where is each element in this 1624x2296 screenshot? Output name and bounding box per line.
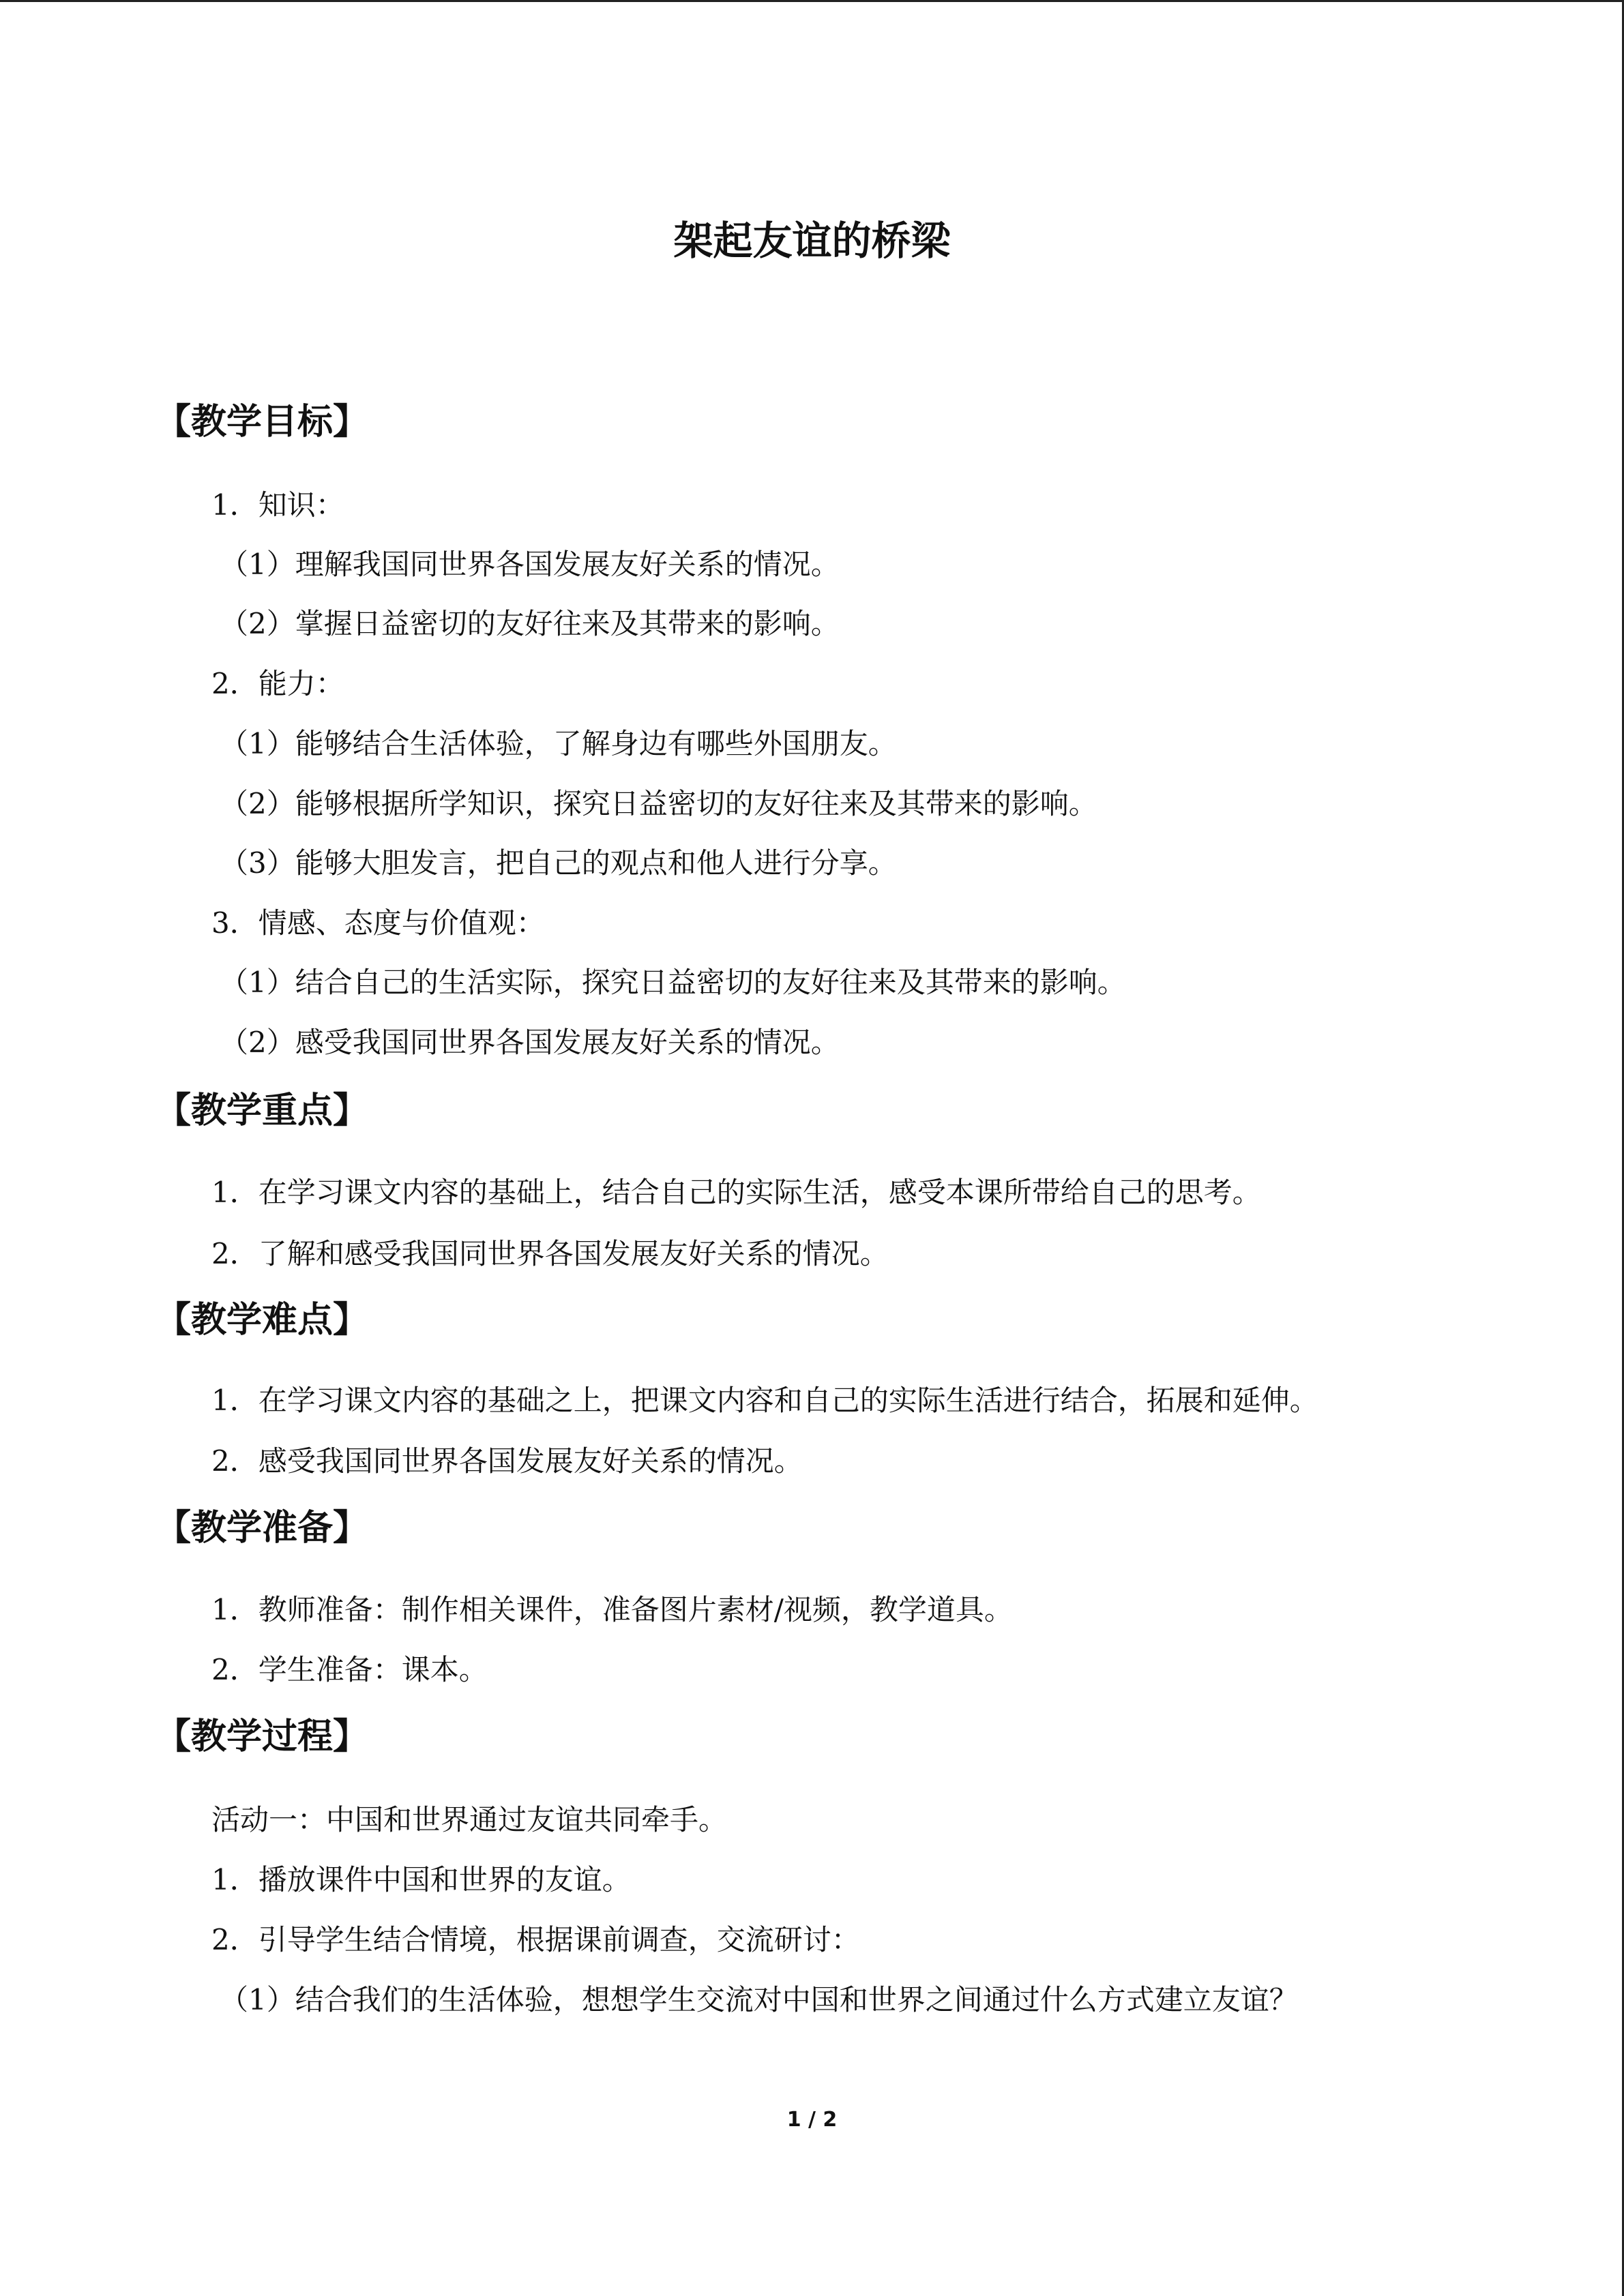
preparation-line: 2．学生准备：课本。 — [211, 1653, 488, 1686]
preparation-line: 1．教师准备：制作相关课件，准备图片素材/视频，教学道具。 — [211, 1593, 1013, 1626]
goals-line: 1．知识： — [211, 488, 344, 522]
process-line: 1．播放课件中国和世界的友谊。 — [211, 1863, 631, 1896]
process-line: 2．引导学生结合情境，根据课前调查，交流研讨： — [211, 1923, 860, 1956]
key-points-line: 1．在学习课文内容的基础上，结合自己的实际生活，感受本课所带给自己的思考。 — [211, 1176, 1261, 1209]
difficulties-line: 2．感受我国同世界各国发展友好关系的情况。 — [211, 1444, 803, 1478]
section-heading-key-points: 【教学重点】 — [156, 1090, 369, 1131]
process-line: （1）结合我们的生活体验，想想学生交流对中国和世界之间通过什么方式建立友谊？ — [220, 1983, 1298, 2016]
page-number: 1 / 2 — [786, 2108, 838, 2132]
section-heading-goals: 【教学目标】 — [156, 402, 369, 443]
goals-line: （2）能够根据所学知识，探究日益密切的友好往来及其带来的影响。 — [220, 787, 1097, 820]
goals-line: 3．情感、态度与价值观： — [211, 906, 545, 940]
goals-line: 2．能力： — [211, 667, 344, 700]
section-heading-difficulties: 【教学难点】 — [156, 1300, 369, 1341]
document-title: 架起友谊的桥梁 — [673, 218, 951, 264]
goals-line: （2）掌握日益密切的友好往来及其带来的影响。 — [220, 607, 840, 640]
goals-line: （1）结合自己的生活实际，探究日益密切的友好往来及其带来的影响。 — [220, 966, 1126, 999]
key-points-line: 2．了解和感受我国同世界各国发展友好关系的情况。 — [211, 1237, 889, 1270]
section-heading-process: 【教学过程】 — [156, 1716, 369, 1757]
goals-line: （1）理解我国同世界各国发展友好关系的情况。 — [220, 548, 840, 581]
goals-line: （2）感受我国同世界各国发展友好关系的情况。 — [220, 1026, 840, 1059]
process-line: 活动一：中国和世界通过友谊共同牵手。 — [211, 1803, 728, 1836]
goals-line: （3）能够大胆发言，把自己的观点和他人进行分享。 — [220, 846, 897, 880]
section-heading-preparation: 【教学准备】 — [156, 1508, 369, 1549]
goals-line: （1）能够结合生活体验，了解身边有哪些外国朋友。 — [220, 727, 897, 760]
difficulties-line: 1．在学习课文内容的基础之上，把课文内容和自己的实际生活进行结合，拓展和延伸。 — [211, 1384, 1318, 1417]
